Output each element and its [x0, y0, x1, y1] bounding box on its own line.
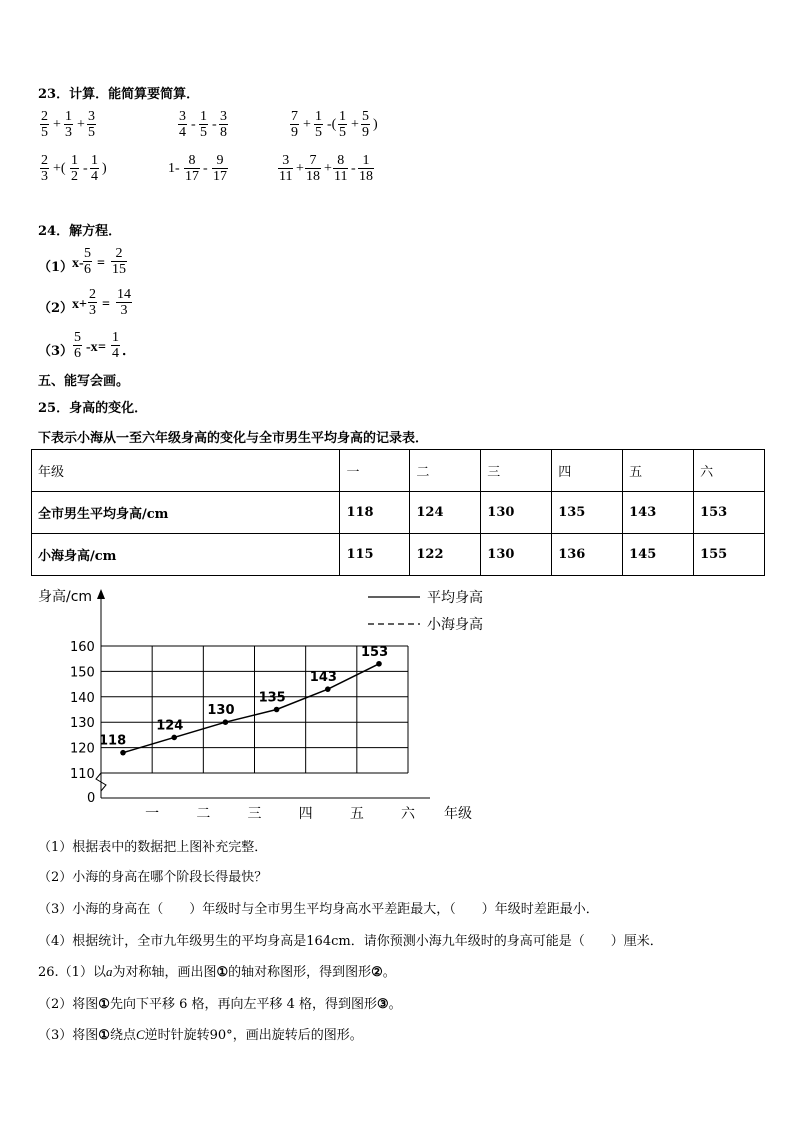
table-cell: 122: [410, 534, 481, 576]
q25-sub-2: （2）小海的身高在哪个阶段长得最快？: [38, 870, 268, 885]
x-tick-label: 四: [298, 806, 313, 822]
chart-marks: [99, 645, 388, 756]
data-label: 124: [156, 718, 184, 734]
table-cell: 年级: [32, 450, 340, 492]
table-cell: 全市男生平均身高/cm: [32, 492, 340, 534]
chart-grid: [101, 646, 408, 773]
table-row: [32, 534, 765, 576]
y-tick-label: 110: [70, 767, 95, 782]
q24-title: 24．解方程．: [38, 224, 122, 239]
table-cell: 小海身高/cm: [32, 534, 340, 576]
x-tick-label: 二: [196, 806, 211, 822]
table-cell: 124: [410, 492, 481, 534]
x-tick-label: 五: [349, 806, 364, 822]
q25-sub-4: （4）根据统计，全市九年级男生的平均身高是164cm．请你预测小海九年级时的身高可能是（ ）厘米．: [38, 934, 663, 949]
table-cell: 130: [481, 492, 552, 534]
q26-line-1: 26.（1）以a为对称轴，画出图①的轴对称图形，得到图形②。: [38, 964, 396, 980]
table-cell: 一: [340, 450, 410, 492]
table-cell: 153: [694, 492, 765, 534]
x-tick-label: 三: [247, 806, 262, 822]
data-point: [120, 750, 126, 756]
q25-sub-1: （1）根据表中的数据把上图补充完整．: [38, 840, 268, 855]
q25-title: 25．身高的变化．: [38, 401, 148, 416]
height-line-chart: [30, 585, 490, 830]
data-label: 130: [207, 703, 235, 719]
y-tick-label: 140: [70, 690, 95, 706]
table-cell: 三: [481, 450, 552, 492]
data-point: [274, 707, 280, 713]
y-axis-label: 身高/cm: [38, 589, 93, 605]
q23-title: 23．计算．能简算要简算．: [38, 87, 200, 102]
table-cell: 135: [552, 492, 623, 534]
q26-line-2: （2）将图①先向下平移 6 格，再向左平移 4 格，得到图形③。: [38, 997, 402, 1012]
table-header-row: [32, 450, 765, 492]
y-tick-label: 0: [87, 791, 96, 806]
q26-line-3: （3）将图①绕点C逆时针旋转90°，画出旋转后的图形。: [38, 1027, 363, 1043]
table-cell: 143: [623, 492, 694, 534]
table-cell: 145: [623, 534, 694, 576]
height-record-table: [31, 449, 765, 576]
data-point: [223, 719, 229, 725]
legend-label: 平均身高: [427, 590, 483, 606]
table-cell: 136: [552, 534, 623, 576]
table-cell: 130: [481, 534, 552, 576]
x-axis-label: 年级: [444, 806, 472, 822]
data-label: 135: [258, 690, 286, 706]
table-cell: 118: [340, 492, 410, 534]
y-tick-label: 150: [70, 665, 95, 681]
x-tick-label: 六: [401, 806, 415, 822]
data-label: 153: [361, 644, 389, 660]
table-cell: 155: [694, 534, 765, 576]
data-label: 143: [309, 670, 337, 686]
table-cell: 六: [694, 450, 765, 492]
section-heading: 五、能写会画。: [38, 374, 130, 389]
data-point: [376, 661, 382, 667]
table-cell: 115: [340, 534, 410, 576]
data-point: [325, 686, 331, 692]
legend-label: 小海身高: [427, 617, 483, 633]
x-tick-label: 一: [145, 806, 160, 822]
table-cell: 五: [623, 450, 694, 492]
y-tick-label: 160: [70, 640, 95, 655]
q25-intro: 下表示小海从一至六年级身高的变化与全市男生平均身高的记录表．: [38, 431, 429, 446]
table-cell: 二: [410, 450, 481, 492]
series-line-平均身高: [123, 664, 379, 753]
y-tick-label: 130: [70, 716, 95, 732]
y-tick-label: 120: [70, 741, 95, 757]
data-point: [171, 735, 177, 741]
chart-legend: [368, 589, 483, 633]
q25-sub-3: （3）小海的身高在（ ）年级时与全市男生平均身高水平差距最大，（ ）年级时差距最小．: [38, 902, 599, 917]
table-row: [32, 492, 765, 534]
y-axis-arrow: [97, 589, 105, 599]
data-label: 118: [99, 733, 127, 749]
table-cell: 四: [552, 450, 623, 492]
